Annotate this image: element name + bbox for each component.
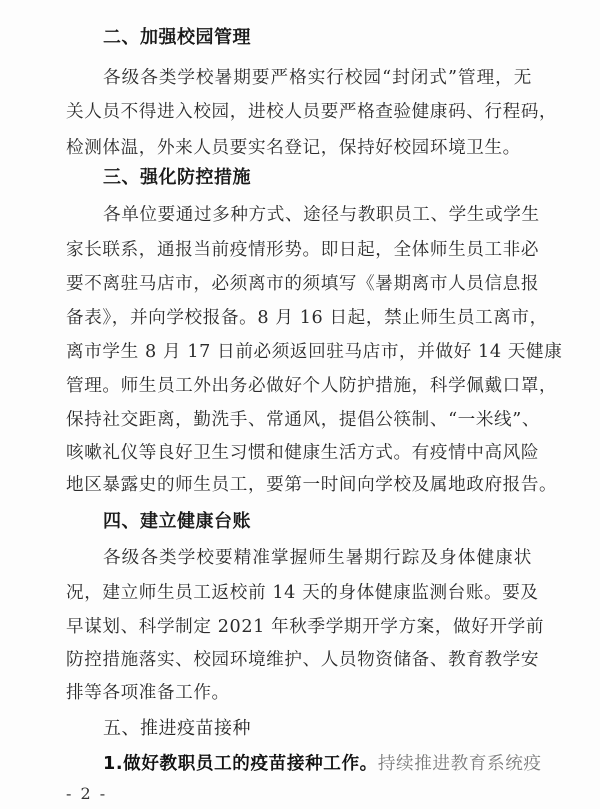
- page-number: - 2 -: [66, 784, 108, 803]
- subitem-text: 持续推进教育系统疫: [377, 754, 542, 774]
- paragraph-line: 咳嗽礼仪等良好卫生习惯和健康生活方式。有疫情中高风险: [66, 443, 540, 463]
- paragraph-line: 备表》，并向学校报备。8 月 16 日起，禁止师生员工离市，: [66, 308, 548, 328]
- paragraph-line: 防控措施落实、校园环境维护、人员物资储备、教育教学安: [66, 650, 540, 670]
- paragraph-line: 各级各类学校要精准掌握师生暑期行踪及身体健康状: [103, 548, 532, 568]
- paragraph-line: 排等各项准备工作。: [66, 683, 230, 703]
- paragraph-line: 地区暴露史的师生员工，要第一时间向学校及属地政府报告。: [66, 475, 558, 495]
- paragraph-line: 离市学生 8 月 17 日前必须返回驻马店市，并做好 14 天健康: [66, 342, 563, 362]
- subitem-bold-lead: 1.做好教职员工的疫苗接种工作。: [103, 754, 378, 774]
- paragraph-line: 管理。师生员工外出务必做好个人防护措施，科学佩戴口罩，: [66, 376, 558, 396]
- section-heading-campus-management: 二、加强校园管理: [103, 27, 251, 48]
- paragraph-line: 家长联系，通报当前疫情形势。即日起，全体师生员工非必: [66, 240, 540, 260]
- section-heading-prevention-measures: 三、强化防控措施: [103, 167, 251, 188]
- paragraph-line: 保持社交距离，勤洗手、常通风，提倡公筷制、“一米线”、: [66, 410, 541, 430]
- paragraph-line: 各级各类学校暑期要严格实行校园“封闭式”管理，无: [103, 68, 532, 88]
- paragraph-line: 各单位要通过多种方式、途径与教职员工、学生或学生: [103, 205, 540, 225]
- paragraph-line: 关人员不得进入校园，进校人员要严格查验健康码、行程码，: [66, 102, 558, 122]
- section-heading-health-ledger: 四、建立健康台账: [103, 511, 251, 532]
- paragraph-line: 早谋划、科学制定 2021 年秋季学期开学方案，做好开学前: [66, 617, 545, 637]
- paragraph-line: 要不离驻马店市，必须离市的须填写《暑期离市人员信息报: [66, 274, 540, 294]
- section-heading-vaccination: 五、推进疫苗接种: [103, 718, 251, 739]
- paragraph-line: 检测体温，外来人员要实名登记，保持好校园环境卫生。: [66, 138, 521, 158]
- paragraph-line: 况，建立师生员工返校前 14 天的身体健康监测台账。要及: [66, 583, 539, 603]
- subitem-line: [103, 752, 542, 776]
